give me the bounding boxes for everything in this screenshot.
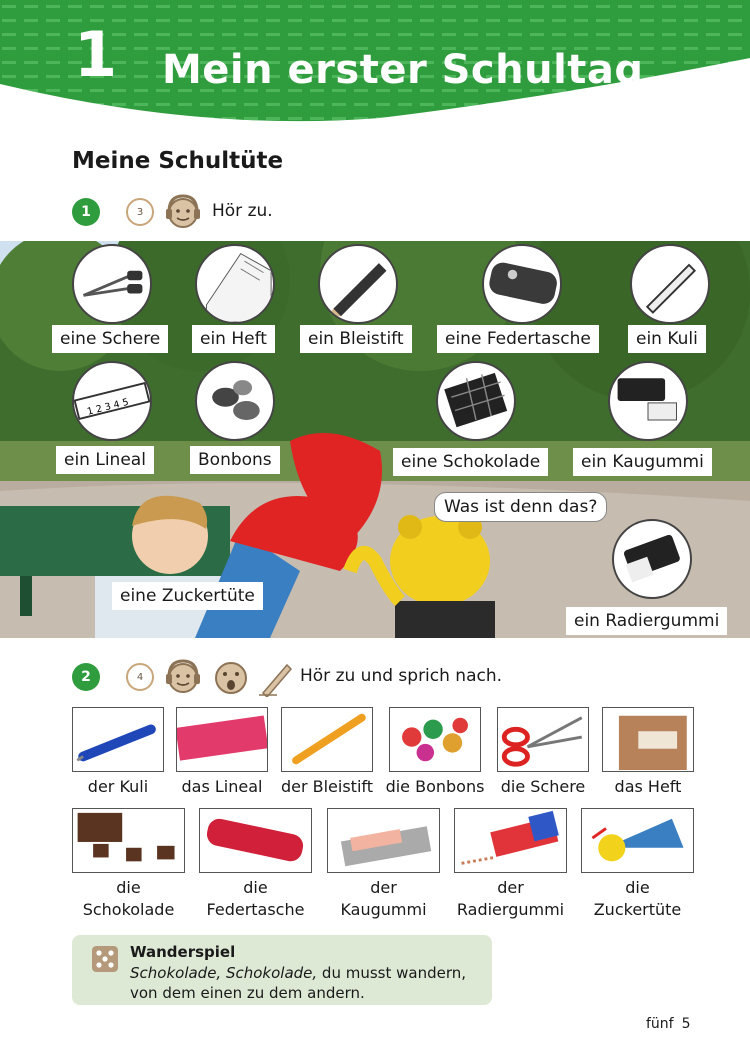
caption-kaugummi-article: der xyxy=(370,878,397,897)
label-candies: Bonbons xyxy=(190,446,280,474)
label-eraser: ein Radiergummi xyxy=(566,607,727,635)
caption-schokolade: Schokolade xyxy=(82,900,175,919)
caption-lineal: das Lineal xyxy=(181,777,263,796)
audio-track-1[interactable]: 3 xyxy=(126,198,154,226)
caption-radiergummi: Radiergummi xyxy=(456,900,565,919)
page-number: 5 xyxy=(681,1016,691,1032)
notebook-circle xyxy=(195,244,275,324)
picture-candies xyxy=(389,707,481,772)
exercise-number-2: 2 xyxy=(72,663,100,691)
caption-bonbons: die Bonbons xyxy=(385,777,485,796)
label-ruler: ein Lineal xyxy=(56,446,154,474)
caption-radiergummi-article: der xyxy=(497,878,524,897)
picture-ruler xyxy=(176,707,268,772)
wanderspiel-title: Wanderspiel xyxy=(130,943,236,961)
caption-kuli: der Kuli xyxy=(87,777,149,796)
wanderspiel-text xyxy=(130,963,490,1003)
exercise-1-instruction: Hör zu. xyxy=(212,201,273,221)
svg-text:1 2 3 4 5: 1 2 3 4 5 xyxy=(86,396,130,418)
label-pencil: ein Bleistift xyxy=(300,325,412,353)
write-icon xyxy=(257,657,297,697)
picture-gum xyxy=(327,808,440,873)
exercise-number-1: 1 xyxy=(72,198,100,226)
speech-bubble: Was ist denn das? xyxy=(434,492,607,522)
wanderspiel-line2: von dem einen zu dem andern. xyxy=(130,984,365,1002)
speak-icon xyxy=(211,657,251,697)
label-gum: ein Kaugummi xyxy=(573,448,712,476)
candies-circle xyxy=(195,361,275,441)
picture-pen xyxy=(72,707,164,772)
label-scissors: eine Schere xyxy=(52,325,168,353)
scissors-circle xyxy=(72,244,152,324)
dice-icon xyxy=(92,946,118,972)
picture-chocolate xyxy=(72,808,185,873)
label-school-cone: eine Zuckertüte xyxy=(112,582,263,610)
caption-schere: die Schere xyxy=(500,777,586,796)
listen-icon xyxy=(163,657,203,697)
label-chocolate: eine Schokolade xyxy=(393,448,548,476)
section-title: Meine Schultüte xyxy=(72,148,284,174)
eraser-circle xyxy=(612,519,692,599)
caption-zuckertuete-article: die xyxy=(625,878,650,897)
listen-icon xyxy=(163,192,203,232)
pencil-circle xyxy=(318,244,398,324)
pen-circle xyxy=(630,244,710,324)
chapter-number: 1 xyxy=(74,18,118,91)
chapter-banner xyxy=(0,0,750,130)
picture-school-cone xyxy=(581,808,694,873)
page-word: fünf xyxy=(646,1016,674,1032)
pencil-case-circle xyxy=(482,244,562,324)
ruler-circle xyxy=(72,361,152,441)
caption-zuckertuete: Zuckertüte xyxy=(593,900,682,919)
caption-bleistift: der Bleistift xyxy=(280,777,374,796)
label-pencil-case: eine Federtasche xyxy=(437,325,599,353)
caption-federtasche: Federtasche xyxy=(206,900,305,919)
chapter-title: Mein erster Schultag xyxy=(162,47,644,93)
picture-notebook xyxy=(602,707,694,772)
label-notebook: ein Heft xyxy=(192,325,275,353)
wanderspiel-line1-rest: du musst wandern, xyxy=(317,964,467,982)
gum-circle xyxy=(608,361,688,441)
label-pen: ein Kuli xyxy=(628,325,706,353)
exercise-2-instruction: Hör zu und sprich nach. xyxy=(300,666,503,686)
page-footer xyxy=(646,1016,691,1032)
picture-scissors xyxy=(497,707,589,772)
wanderspiel-box xyxy=(72,935,492,1005)
caption-schokolade-article: die xyxy=(116,878,141,897)
wanderspiel-italic: Schokolade, Schokolade, xyxy=(130,964,318,982)
classroom-photo xyxy=(0,241,750,638)
chocolate-circle xyxy=(436,361,516,441)
picture-pencil xyxy=(281,707,373,772)
audio-track-2[interactable]: 4 xyxy=(126,663,154,691)
caption-federtasche-article: die xyxy=(243,878,268,897)
picture-pencil-case xyxy=(199,808,312,873)
caption-kaugummi: Kaugummi xyxy=(340,900,427,919)
picture-eraser xyxy=(454,808,567,873)
caption-heft: das Heft xyxy=(614,777,682,796)
